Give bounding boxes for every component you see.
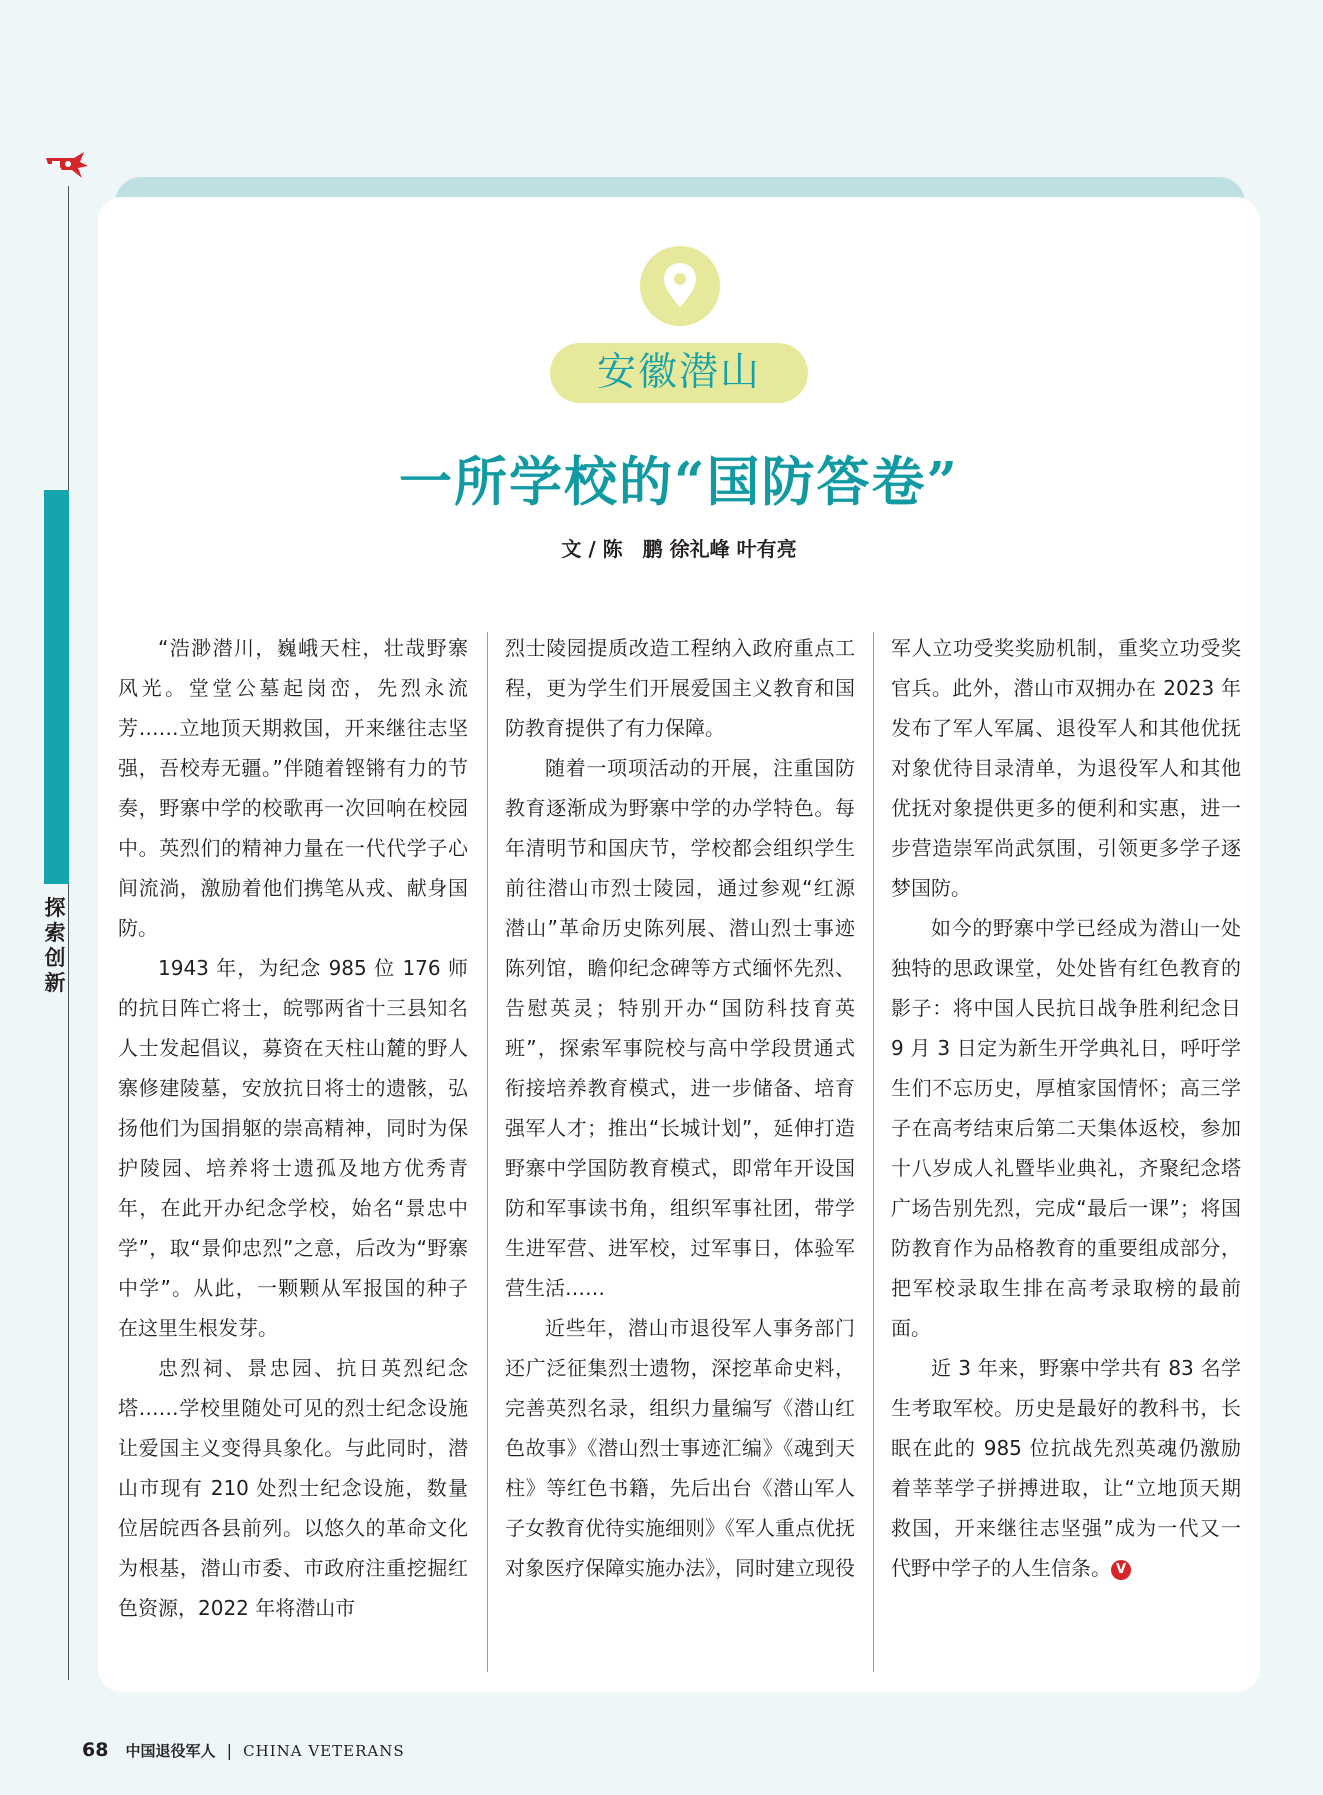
column-divider xyxy=(487,632,488,1672)
magazine-name-cn: 中国退役军人 xyxy=(125,1742,216,1760)
margin-rule xyxy=(68,186,69,1680)
article-title: 一所学校的“国防答卷” xyxy=(399,451,959,513)
article-column-3 xyxy=(891,628,1241,1588)
body-paragraph: “浩渺潜川，巍峨天柱，壮哉野寨风光。堂堂公墓起岗峦，先烈永流芳……立地顶天期救国，开来继往志坚强，吾校寿无疆。”伴随着铿锵有力的节奏，野寨中学的校歌再一次回响在校园中。英烈们的精神力量在一代代学子心间流淌，激励着他们携笔从戎、献身国防。 xyxy=(118,636,468,940)
body-paragraph: 随着一项项活动的开展，注重国防教育逐渐成为野寨中学的办学特色。每年清明节和国庆节，学校都会组织学生前往潜山市烈士陵园，通过参观“红源潜山”革命历史陈列展、潜山烈士事迹陈列馆，瞻仰纪念碑等方式缅怀先烈、告慰英灵；特别开办“国防科技育英班”，探索军事院校与高中学段贯通式衔接培养教育模式，进一步储备、培育强军人才；推出“长城计划”，延伸打造野寨中学国防教育模式，即常年开设国防和军事读书角，组织军事社团，带学生进军营、进军校，过军事日，体验军营生活…… xyxy=(505,756,855,1300)
region-label: 安徽潜山 xyxy=(550,343,808,403)
body-paragraph: 烈士陵园提质改造工程纳入政府重点工程，更为学生们开展爱国主义教育和国防教育提供了有力保障。 xyxy=(505,636,855,740)
footer-separator: | xyxy=(226,1741,233,1760)
body-paragraph: 近些年，潜山市退役军人事务部门还广泛征集烈士遗物，深挖革命史料，完善英烈名录，组织力量编写《潜山红色故事》《潜山烈士事迹汇编》《魂到天柱》等红色书籍，先后出台《潜山军人子女教育优待实施细则》《军人重点优抚对象医疗保障实施办法》，同时建立现役 xyxy=(505,1316,855,1580)
body-paragraph: 忠烈祠、景忠园、抗日英烈纪念塔……学校里随处可见的烈士纪念设施让爱国主义变得具象化。与此同时，潜山市现有 210 处烈士纪念设施，数量位居皖西各县前列。以悠久的革命文化为根基，潜山市委、市政府注重挖掘红色资源，2022 年将潜山市 xyxy=(118,1356,468,1620)
magazine-name-en: CHINA VETERANS xyxy=(243,1742,405,1760)
page-number: 68 xyxy=(82,1739,109,1761)
page-footer xyxy=(82,1735,405,1765)
end-mark-icon: V xyxy=(1111,1560,1131,1580)
body-paragraph: 1943 年，为纪念 985 位 176 师的抗日阵亡将士，皖鄂两省十三县知名人士发起倡议，募资在天柱山麓的野人寨修建陵墓，安放抗日将士的遗骸，弘扬他们为国捐躯的崇高精神，同时为保护陵园、培养将士遗孤及地方优秀青年，在此开办纪念学校，始名“景忠中学”，取“景仰忠烈”之意，后改为“野寨中学”。从此，一颗颗从军报国的种子在这里生根发芽。 xyxy=(118,956,468,1340)
article-column-1 xyxy=(118,628,468,1628)
body-paragraph: 军人立功受奖奖励机制，重奖立功受奖官兵。此外，潜山市双拥办在 2023 年发布了军人军属、退役军人和其他优抚对象优待目录清单，为退役军人和其他优抚对象提供更多的便利和实惠，进一步营造崇军尚武氛围，引领更多学子逐梦国防。 xyxy=(891,636,1241,900)
column-divider xyxy=(873,632,874,1672)
body-paragraph-text: 近 3 年来，野寨中学共有 83 名学生考取军校。历史是最好的教科书，长眠在此的 985 位抗战先烈英魂仍激励着莘莘学子拼搏进取，让“立地顶天期救国，开来继往志坚强”成为一代又一代野中学子的人生信条。 xyxy=(891,1356,1241,1580)
body-paragraph: 如今的野寨中学已经成为潜山一处独特的思政课堂，处处皆有红色教育的影子：将中国人民抗日战争胜利纪念日 9 月 3 日定为新生开学典礼日，呼吁学生们不忘历史，厚植家国情怀；高三学子在高考结束后第二天集体返校，参加十八岁成人礼暨毕业典礼，齐聚纪念塔广场告别先烈，完成“最后一课”；将国防教育作为品格教育的重要组成部分，把军校录取生排在高考录取榜的最前面。 xyxy=(891,916,1241,1340)
body-paragraph xyxy=(891,1348,1241,1588)
map-pin-icon xyxy=(640,246,720,326)
section-color-bar xyxy=(44,490,69,884)
article-column-2 xyxy=(505,628,855,1588)
red-star-logo xyxy=(44,150,90,180)
byline: 文 / 陈 鹏 徐礼峰 叶有亮 xyxy=(561,537,797,561)
section-tag: 探索创新 xyxy=(44,896,66,995)
